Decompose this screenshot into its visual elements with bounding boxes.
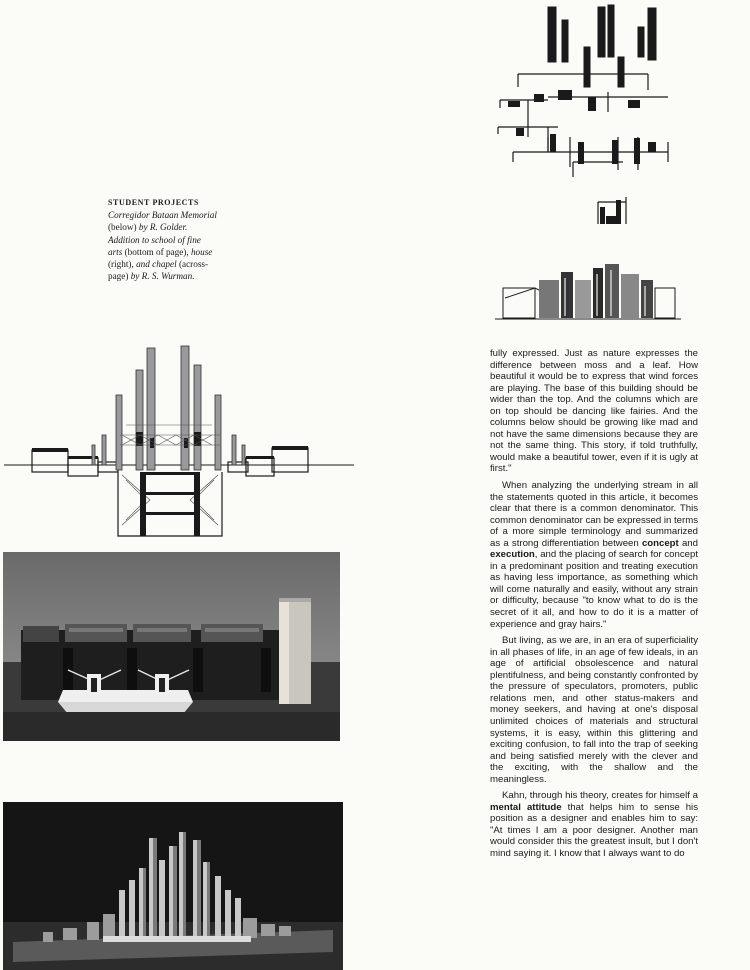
caption-text: by R. Golder. bbox=[136, 222, 188, 233]
paragraph bbox=[490, 480, 698, 630]
caption-line bbox=[108, 258, 268, 270]
paragraph-text: that helps him to sense his position as a designer and enables him to say: "At times I am a poor designer. Another man would consider this the greatest insult, but I don't mind saying it. I know that I always want to do bbox=[490, 801, 698, 859]
caption-text: and chapel bbox=[136, 259, 177, 270]
emphasis-text: concept bbox=[641, 537, 679, 549]
paragraph-text: Kahn, through his theory, creates for himself a bbox=[502, 790, 698, 802]
caption-text: by R. S. Wurman. bbox=[130, 271, 195, 282]
caption-heading: STUDENT PROJECTS bbox=[108, 198, 200, 207]
caption-line bbox=[108, 270, 268, 282]
fine-arts-model-photo bbox=[3, 552, 340, 741]
article-body bbox=[490, 348, 698, 865]
caption-text: (bottom of page), bbox=[122, 246, 191, 257]
caption-text: arts bbox=[108, 246, 123, 257]
paragraph: fully expressed. Just as nature expresses the difference between moss and a leaf. How beautiful it would be to express that wind forces are playing. The base of this building should be wider than the top. And the columns which are on top should be dancing like fairies. And the columns below should be growing like mad and not have the same dimensions because they are not the same thing. This story, if told truthfully, would make a beautiful tower, even if it is ugly at first." bbox=[490, 348, 698, 475]
memorial-model-photo bbox=[3, 802, 343, 970]
memorial-section-drawing bbox=[0, 340, 360, 540]
figure-caption bbox=[108, 197, 268, 282]
caption-text: house bbox=[190, 246, 213, 257]
paragraph-text: , and the placing of search for concept in a predominant position and treating execution as having less importance, as something which will come naturally and easily, without any strain or difficulty, because "to know what to do is the secret of it all, and how to do it is a matter of experience and gray hairs." bbox=[490, 549, 698, 630]
caption-line: Addition to school of fine bbox=[108, 234, 201, 245]
emphasis-text: execution bbox=[490, 549, 535, 561]
paragraph: But living, as we are, in an era of superficiality in all phases of life, in an age of few ideals, in an age of artificial obsolescence and natural plentifulness, and being constantly confronted by the pressure of speculators, promoters, public relations men, and other status-makers and money seekers, and having at one's disposal unlimited choices of materials and structural systems, it is easy, within this glittering and exciting confusion, to fall into the trap of seeking and being satisfied merely with the clever and the exciting, with the shallow and the meaningless. bbox=[490, 635, 698, 785]
caption-text: page) bbox=[108, 271, 131, 282]
caption-line: Corregidor Bataan Memorial bbox=[108, 210, 217, 221]
caption-line bbox=[108, 221, 268, 233]
caption-text: (below) bbox=[108, 222, 137, 233]
paragraph-text: and bbox=[678, 537, 698, 549]
caption-text: (right), bbox=[108, 259, 137, 270]
chapel-axonometric-drawing bbox=[488, 2, 680, 230]
emphasis-text: mental attitude bbox=[490, 801, 562, 813]
caption-text: (across- bbox=[176, 259, 209, 270]
house-elevation-drawing bbox=[495, 258, 685, 324]
caption-line bbox=[108, 246, 268, 258]
paragraph bbox=[490, 790, 698, 859]
paragraph-text: When analyzing the underlying stream in all the statements quoted in this article, it becomes clear that there is a common denominator. This common denominator can be expressed in terms of a more simple terminology and summarized as a strong differentiation between bbox=[490, 480, 698, 549]
